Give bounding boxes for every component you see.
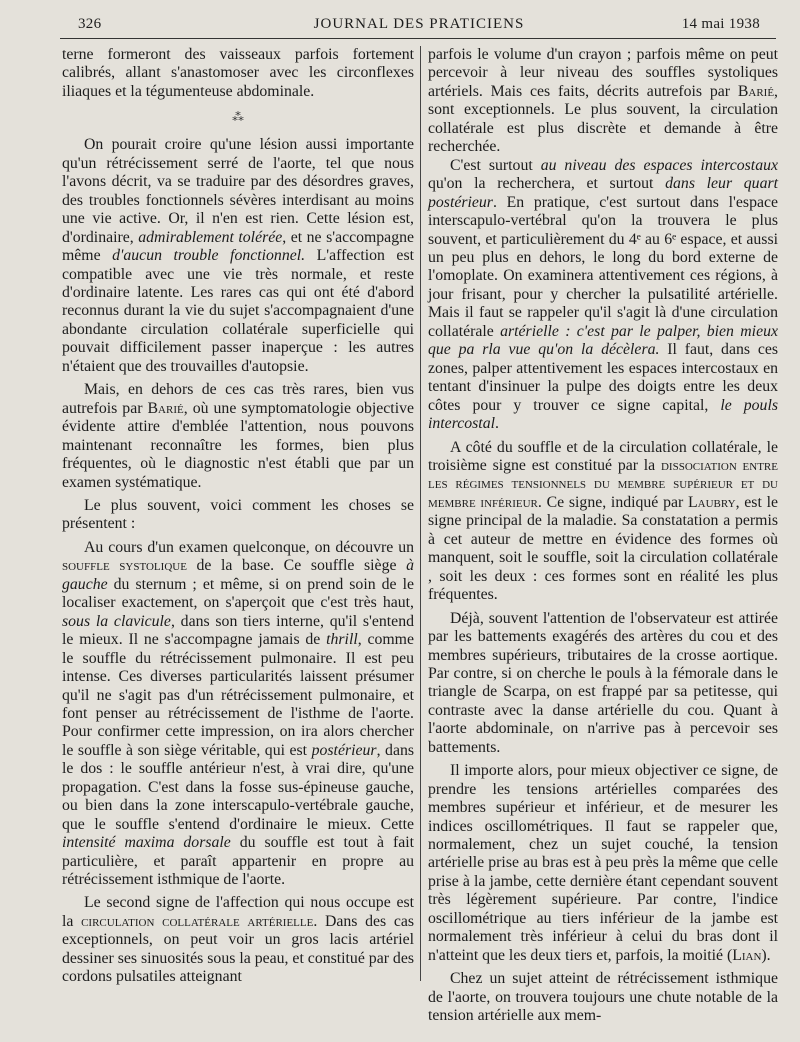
paragraph: A côté du souffle et de la circulation collatérale, le troisième signe est constitué par la dissociation entre les régimes tensionnels du membre supérieur et du membre inférieur. Ce signe, indiqué par Laubry, est le signe principal de la maladie. Sa constatation a permis à cet auteur de mettre en évidence des formes où manquent, soit le souffle, soit la circulation collatérale , soit les deux : ces formes sont en réalité les plus fréquentes. [428, 438, 778, 604]
paragraph: terne formeront des vaisseaux parfois fortement calibrés, allant s'anastomoser avec les circonflexes iliaques et la tégumenteuse abdominale. [62, 46, 414, 100]
paragraph: Il importe alors, pour mieux objectiver ce signe, de prendre les tensions artérielles comparées des membres supérieur et inférieur, et de mesurer les indices oscillométriques. Il faut se rappeler que, normalement, chez un sujet couché, la tension artérielle prise au bras est à peu près la même que celle prise à la jambe, cette dernière étant cependant souvent très légèrement supérieure. Par contre, l'indice oscillométrique au tiers inférieur de la jambe est normalement très inférieur à celui du bras dont il n'atteint que les deux tiers et, parfois, la moitié (Lian). [428, 762, 778, 964]
paragraph: Au cours d'un examen quelconque, on découvre un souffle systolique de la base. Ce souffle siège à gauche du sternum ; et même, si on prend soin de le localiser exactement, on s'aperçoit que c'est très haut, sous la clavicule, dans son tiers interne, qu'il s'entend le mieux. Il ne s'accompagne jamais de thrill, comme le souffle du rétrécissement pulmonaire. Il est peu intense. Ces diverses particularités laissent présumer qu'il ne s'agit pas d'un rétrécissement pulmonaire, et font penser au rétrécissement de l'isthme de l'aorte. Pour confirmer cette impression, on ira alors chercher le souffle à son siège véritable, qui est postérieur, dans le dos : le souffle antérieur n'est, à vrai dire, qu'une propagation. C'est dans la fosse sus-épineuse gauche, ou bien dans la zone interscapulo-vertébrale gauche, que le souffle s'entend d'ordinaire le mieux. Cette intensité maxima dorsale du souffle est tout à fait particulière, et paraît appartenir en propre au rétrécissement isthmique de l'aorte. [62, 538, 415, 889]
left-column [62, 46, 414, 987]
running-header [78, 14, 760, 38]
paragraph: On pourait croire qu'une lésion aussi importante qu'un rétrécissement serré de l'aorte, tel que nous l'avons décrit, va se traduire par des désordres graves, des troubles fonctionnels sévères interdisant au moins une vie active. Or, il n'en est rien. Cette lésion est, d'ordinaire, admirablement tolérée, et ne s'accompagne même d'aucun trouble fonctionnel. L'affection est compatible avec une vie très normale, et reste d'ordinaire latente. Les rares cas qui ont été d'abord reconnus durant la vie du sujet s'accompagnaient d'une abondante circulation collatérale superficielle qui pouvait difficilement passer inaperçue : les autres n'étaient que des trouvailles d'autopsie. [62, 136, 415, 375]
paragraph: Le second signe de l'affection qui nous occupe est la circulation collatérale artérielle. Dans des cas exceptionnels, on peut voir un gros lacis artériel dessiner ses sinuosités sous la peau, et constitué par des cordons pulsatiles atteignant [62, 894, 415, 986]
right-column [428, 46, 778, 1026]
paragraph: Déjà, souvent l'attention de l'observateur est attirée par les battements exagérés des artères du cou et des membres supérieurs, tributaires de la crosse aortique. Par contre, si on cherche le pouls à la fémorale dans le triangle de Scarpa, on est frappé par sa petitesse, qui contraste avec la danse artérielle du cou. Quant à l'aorte abdominale, on n'arrive pas à percevoir ses battements. [428, 609, 778, 756]
paragraph: Mais, en dehors de ces cas très rares, bien vus autrefois par Barié, où une symptomatologie objective évidente attire d'emblée l'attention, nous pouvons maintenant reconnaître les formes, bien plus fréquentes, où le diagnostic n'est établi que par un examen systématique. [62, 381, 414, 491]
column-divider [420, 46, 421, 981]
paragraph: parfois le volume d'un crayon ; parfois même on peut percevoir à leur niveau des souffles systoliques artériels. Mais ces faits, décrits autrefois par Barié, sont exceptionnels. Le plus souvent, la circulation collatérale est plus discrète et demande à être recherchée. [428, 46, 778, 156]
section-separator: ⁂ [232, 110, 244, 125]
page-number: 326 [78, 16, 102, 32]
header-rule [60, 38, 776, 39]
journal-title: JOURNAL DES PRATICIENS [313, 16, 525, 32]
paragraph: Chez un sujet atteint de rétrécissement isthmique de l'aorte, on trouvera toujours une chute notable de la tension artérielle aux mem- [428, 970, 778, 1025]
paragraph: C'est surtout au niveau des espaces intercostaux qu'on la recherchera, et surtout dans leur quart postérieur. En pratique, c'est surtout dans l'espace interscapulo-vertébral qu'on la trouvera le plus souvent, et particulièrement du 4ᵉ au 6ᵉ espace, et aussi un peu plus en dehors, le long du bord externe de l'omoplate. On examinera attentivement ces régions, à jour frisant, pour y chercher la pulsatilité artérielle. Mais il faut se rappeler qu'il s'agit là d'une circulation collatérale artérielle : c'est par le palper, bien mieux que pa rla vue qu'on la décèlera. Il faut, dans ces zones, palper attentivement les espaces intercostaux en tentant d'insinuer la pulpe des doigts entre les deux côtes pour y trouver ce signe capital, le pouls intercostal. [428, 156, 779, 433]
paragraph: Le plus souvent, voici comment les choses se présentent : [62, 496, 414, 533]
issue-date: 14 mai 1938 [681, 16, 760, 32]
